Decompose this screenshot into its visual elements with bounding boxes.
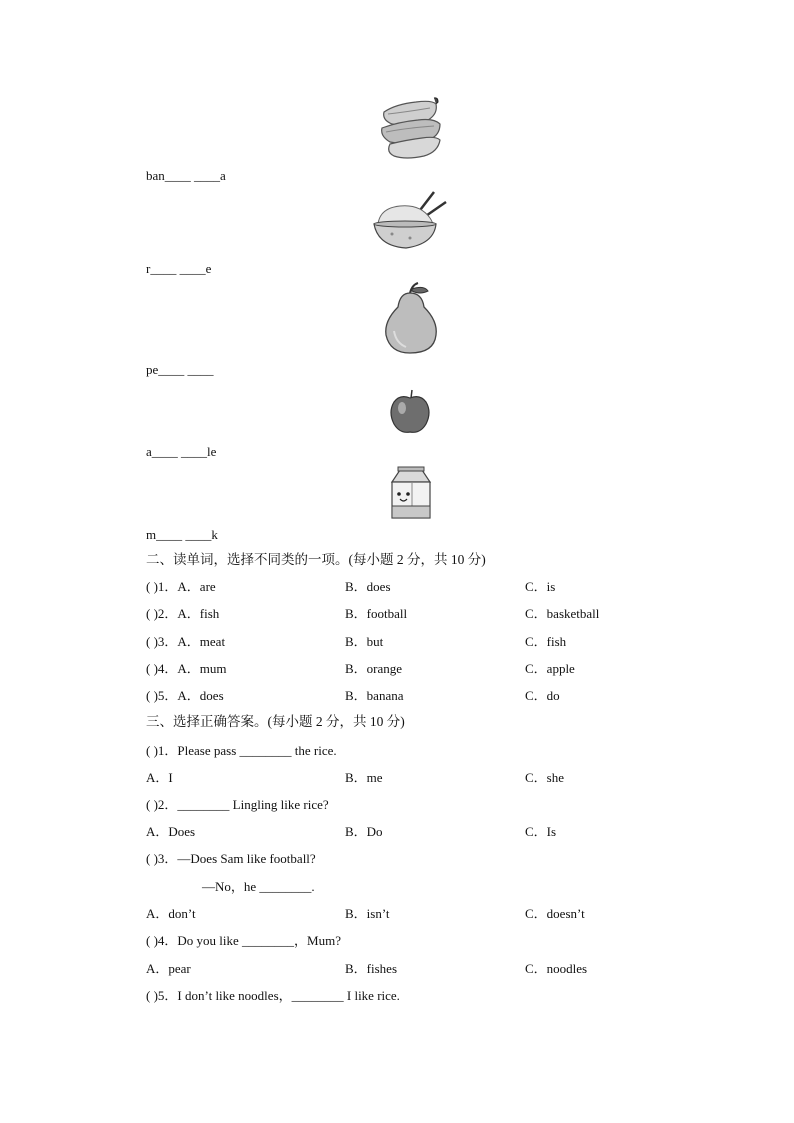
spelling-answer-5: m____ ____k	[146, 527, 218, 542]
s2-q3-option-b: B．but	[345, 634, 384, 649]
banana-icon	[376, 94, 444, 164]
s3-q2-option-b: B．Do	[345, 824, 383, 839]
spelling-answer-2: r____ ____e	[146, 261, 212, 276]
s2-q3-option-a: ( )3．A．meat	[146, 634, 226, 649]
s3-q4-option-a: A．pear	[146, 961, 191, 976]
milk-carton-icon	[388, 466, 434, 526]
s3-q4-option-b: B．fishes	[345, 961, 398, 976]
s2-q2-option-c: C．basketball	[525, 606, 600, 621]
spelling-answer-1: ban____ ____a	[146, 168, 226, 183]
s2-q4-option-c: C．apple	[525, 661, 575, 676]
s3-q3-option-b: B．isn’t	[345, 906, 390, 921]
s3-q5-stem: ( )5．I don’t like noodles，________ I like rice.	[146, 988, 400, 1003]
apple-icon	[388, 388, 432, 438]
s3-q1-option-b: B．me	[345, 770, 383, 785]
s3-q3-stem-reply: —No，he ________.	[202, 879, 315, 894]
s3-q3-option-a: A．don’t	[146, 906, 196, 921]
pear-icon	[380, 281, 442, 359]
s2-q1-option-c: C．is	[525, 579, 556, 594]
s2-q1-option-a: ( )1．A．are	[146, 579, 216, 594]
s3-q3-stem: ( )3．—Does Sam like football?	[146, 851, 316, 866]
s3-q1-option-a: A．I	[146, 770, 173, 785]
s2-q5-option-a: ( )5．A．does	[146, 688, 224, 703]
section2-heading: 二、读单词，选择不同类的一项。(每小题 2 分，共 10 分)	[146, 552, 486, 567]
s2-q2-option-b: B．football	[345, 606, 408, 621]
rice-bowl-icon	[370, 188, 450, 256]
s2-q4-option-a: ( )4．A．mum	[146, 661, 227, 676]
s3-q2-option-c: C．Is	[525, 824, 557, 839]
spelling-answer-4: a____ ____le	[146, 444, 217, 459]
spelling-answer-3: pe____ ____	[146, 362, 214, 377]
s2-q5-option-b: B．banana	[345, 688, 404, 703]
s3-q4-option-c: C．noodles	[525, 961, 588, 976]
s2-q4-option-b: B．orange	[345, 661, 403, 676]
s3-q1-stem: ( )1．Please pass ________ the rice.	[146, 743, 337, 758]
s3-q1-option-c: C．she	[525, 770, 565, 785]
s3-q2-stem: ( )2．________ Lingling like rice?	[146, 797, 329, 812]
s2-q1-option-b: B．does	[345, 579, 391, 594]
s2-q5-option-c: C．do	[525, 688, 560, 703]
s3-q3-option-c: C．doesn’t	[525, 906, 585, 921]
s3-q2-option-a: A．Does	[146, 824, 196, 839]
s3-q4-stem: ( )4．Do you like ________，Mum?	[146, 933, 341, 948]
s2-q3-option-c: C．fish	[525, 634, 567, 649]
section3-heading: 三、选择正确答案。(每小题 2 分，共 10 分)	[146, 714, 405, 729]
s2-q2-option-a: ( )2．A．fish	[146, 606, 220, 621]
